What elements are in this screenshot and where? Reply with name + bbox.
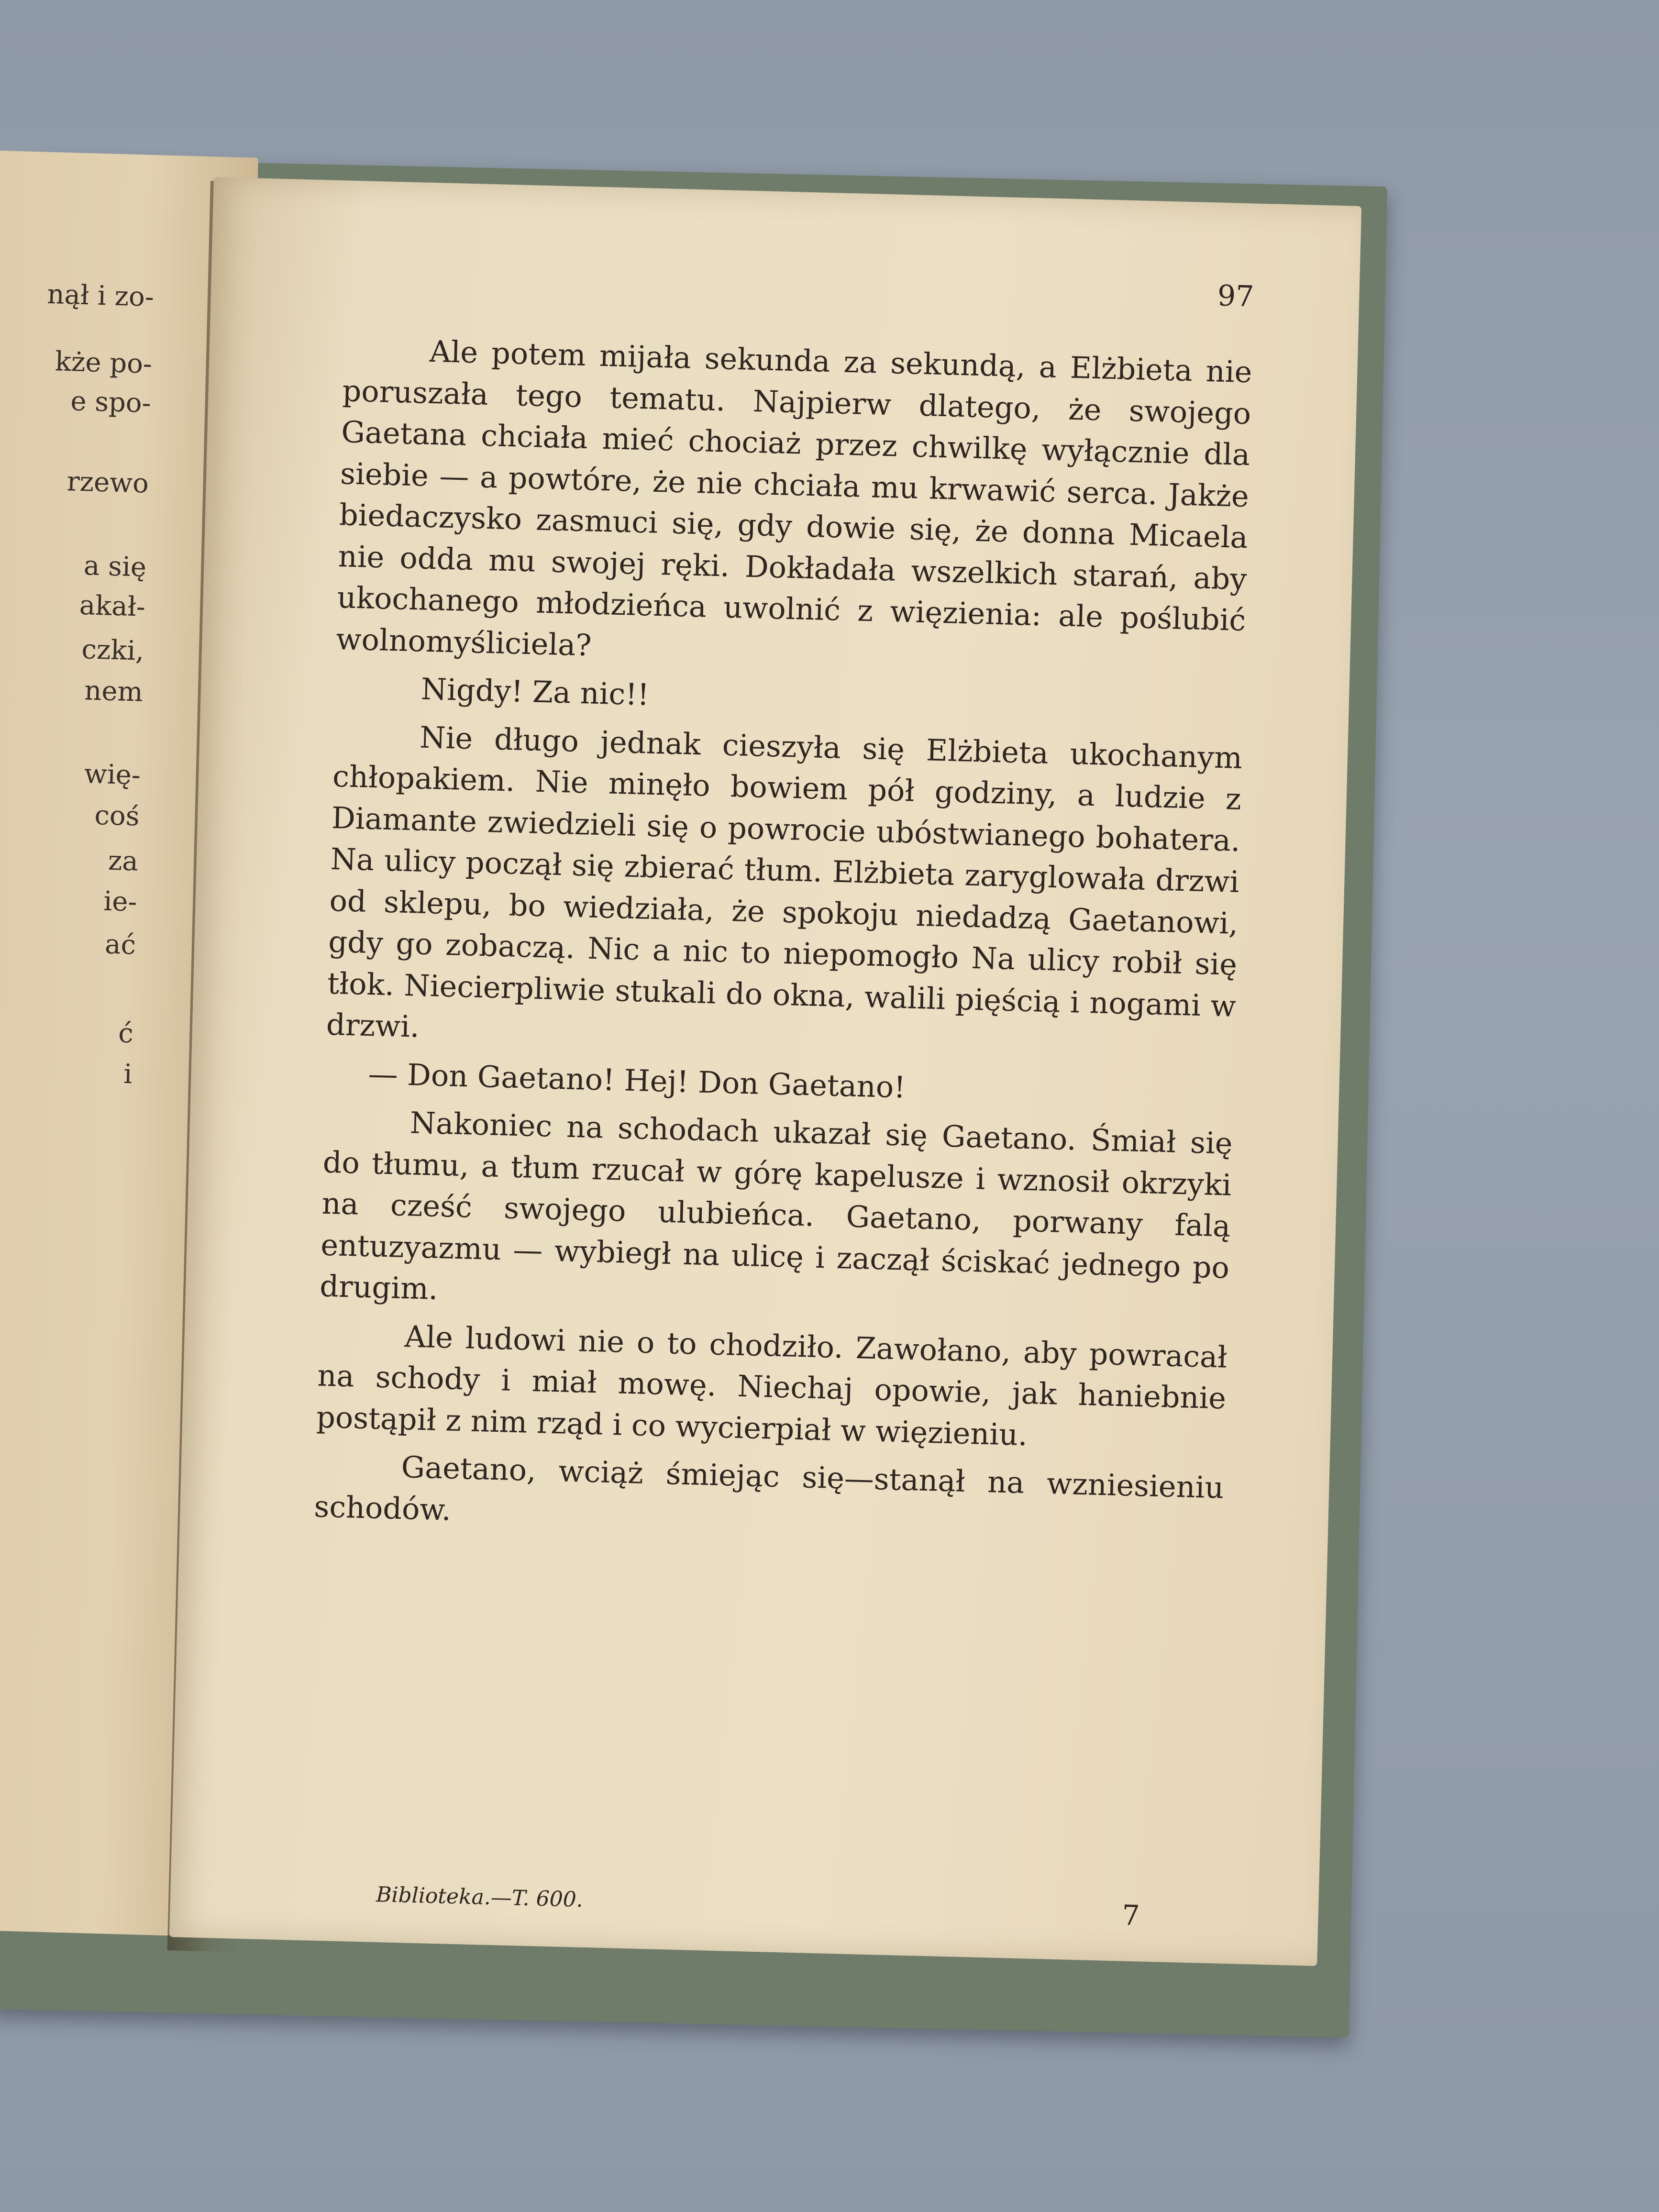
paragraph: Nakoniec na schodach ukazał się Gaetano. Śmiał się do tłumu, a tłum rzucał w górę kapelusze i wznosił okrzyki na cześć swojego ulubieńca. Gaetano, porwany falą entuzyazmu — wybiegł na ulicę i zaczął ściskać jednego po drugim. <box>319 1105 1233 1306</box>
left-fragment: czki, <box>81 634 145 667</box>
paragraph: Nie długo jednak cieszyła się Elżbieta ukochanym chłopakiem. Nie minęło bowiem pół godziny, a ludzie z Diamante zwiedzieli się o powrocie ubóstwianego bohatera. Na ulicy począł się zbierać tłum. Elżbieta zaryglowała drzwi od sklepu, bo wiedziała, że spokoju niedadzą Gaetanowi, gdy go zobaczą. Nic a nic to niepomogło Na ulicy robił się tłok. Niecierpliwie stukali do okna, walili pięścią i nogami w drzwi. <box>326 719 1243 1044</box>
left-fragment: i <box>123 1058 133 1090</box>
paragraph: Gaetano, wciąż śmiejąc się—stanął na wzniesieniu schodów. <box>313 1449 1225 1527</box>
left-fragment: za <box>108 845 139 877</box>
page-content <box>313 257 1255 1932</box>
paragraph: Nigdy! Za nic!! <box>420 671 650 712</box>
printer-signature: Biblioteka.—T. 600. <box>376 1882 584 1912</box>
left-fragment: nął i zo- <box>46 278 155 313</box>
left-fragment: ć <box>118 1018 134 1050</box>
paragraph: Ale ludowi nie o to chodziło. Zawołano, aby powracał na schody i miał mowę. Niechaj opowie, jak haniebnie postąpił z nim rząd i co wycierpiał w więzieniu. <box>316 1318 1228 1452</box>
left-fragment: ie- <box>103 885 138 918</box>
body-text <box>313 329 1252 1557</box>
paragraph: Ale potem mijała sekunda za sekundą, a Elżbieta nie poruszała tego tematu. Najpierw dlatego, że swojego Gaetana chciała mieć chociaż przez chwilkę wyłącznie dla siebie — a powtóre, że nie chciała mu krwawić serca. Jakże biedaczysko zasmuci się, gdy dowie się, że donna Micaela nie odda mu swojej ręki. Dokładała wszelkich starań, aby ukochanego młodzieńca uwolnić z więzienia: ale poślubić wolnomyśliciela? <box>335 333 1253 663</box>
left-fragment: akał- <box>79 589 146 623</box>
paragraph: — Don Gaetano! Hej! Don Gaetano! <box>367 1056 907 1105</box>
left-fragment: kże po- <box>55 346 153 380</box>
left-fragment: a się <box>83 550 147 583</box>
right-page <box>169 177 1361 1966</box>
left-fragment: coś <box>94 799 140 832</box>
left-fragment: ać <box>104 929 136 961</box>
left-fragment: rzewo <box>66 466 149 499</box>
page-number: 97 <box>1217 279 1255 314</box>
left-fragment: nem <box>84 675 144 708</box>
left-fragment: e spo- <box>70 386 152 419</box>
left-fragment: wię- <box>84 758 141 791</box>
sheet-number: 7 <box>1121 1899 1140 1932</box>
